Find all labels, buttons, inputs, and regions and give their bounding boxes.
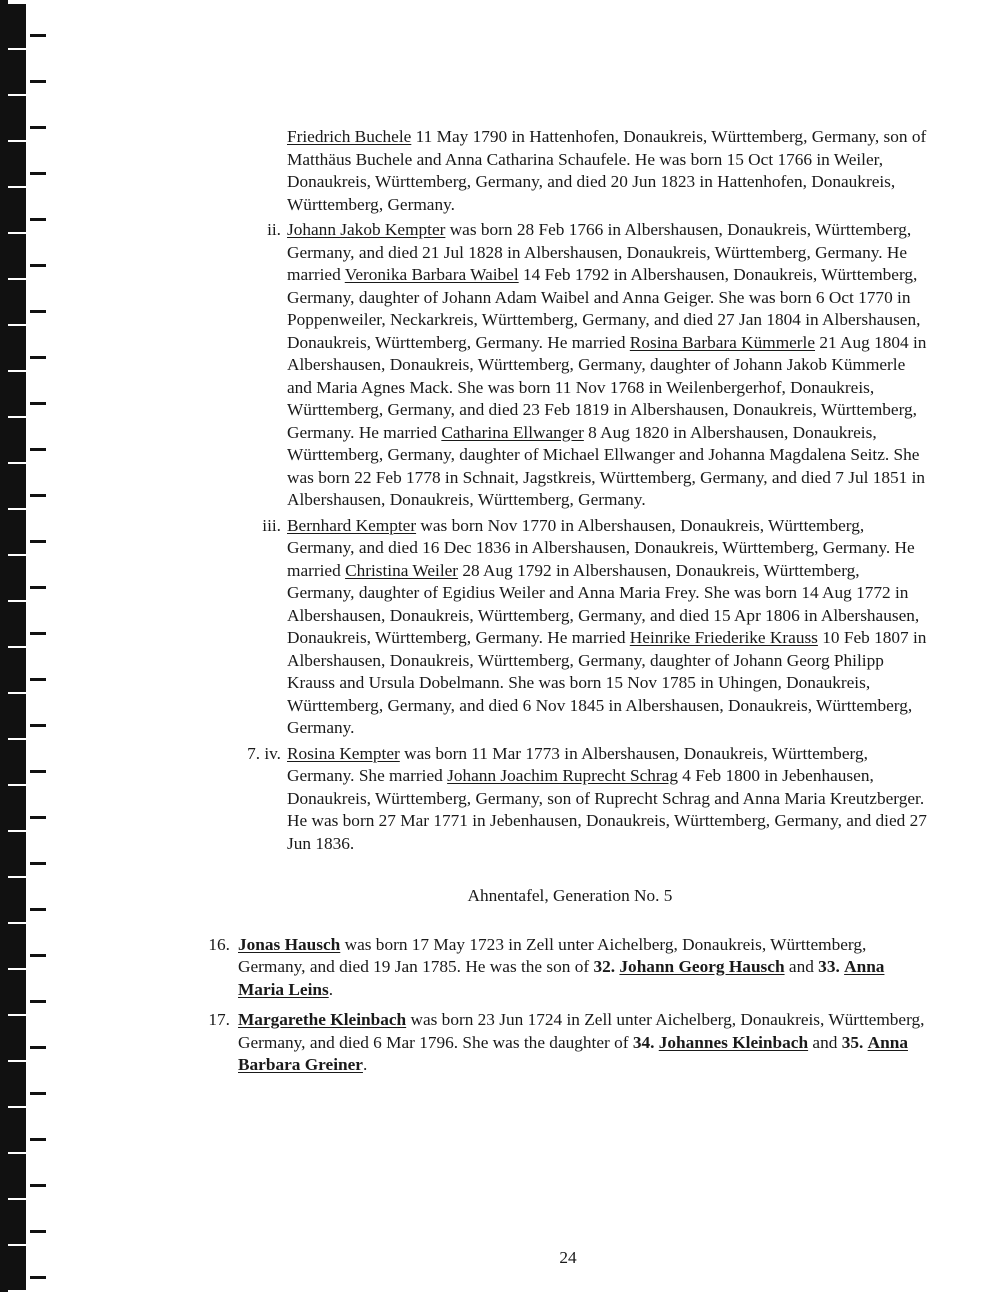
person-name-link: Johann Jakob Kempter [287, 220, 446, 239]
entry-text: was born 11 Mar 1773 in Albershausen, Donaukreis, Württemberg, Germany. She married [287, 743, 868, 785]
binding-tab [0, 96, 26, 140]
binding-tab [0, 510, 26, 554]
ancestor-number: 16. [208, 934, 230, 954]
binding-notch [30, 172, 46, 175]
binding-notch [30, 724, 46, 727]
entry-text: 14 Feb 1792 in Albershausen, Donaukreis, Württemberg, Germany, daughter of Johann Adam Waibel and Anna Geiger. She was born 6 Oct 1770 in Poppenweiler, Neckarkreis, Württemberg, Germany, and died 27 Jan 1804 in Albershausen, Donaukreis, Württemberg, Germany. He married [287, 265, 921, 352]
binding-tab [0, 878, 26, 922]
entry-text: 21 Aug 1804 in Albershausen, Donaukreis, Württemberg, Germany, daughter of Johann Jakob Kümmerle and Maria Agnes Mack. She was born 11 Nov 1768 in Weilenbergerhof, Donaukreis, Württemberg, Germany, and died 23 Feb 1819 in Albershausen, Donaukreis, Württemberg, Germany. He married [287, 332, 927, 442]
binding-notch [30, 264, 46, 267]
ancestor-list [208, 934, 930, 1077]
person-name-link: Christina Weiler [345, 560, 459, 580]
ancestor-entry [208, 934, 930, 1002]
binding-notch [30, 34, 46, 37]
entry-text: 33. [818, 957, 840, 976]
spiral-binding-strip [0, 0, 56, 1292]
binding-tab [0, 1062, 26, 1106]
child-number: iii. [262, 515, 281, 535]
entry-text: 4 Feb 1800 in Jebenhausen, Donaukreis, Württemberg, Germany, son of Ruprecht Schrag and Anna Maria Kreutzberger. He was born 27 Mar 1771 in Jebenhausen, Donaukreis, Württemberg, Germany, and died 27 Jun 1836. [287, 766, 927, 853]
binding-notch [30, 1276, 46, 1279]
binding-notch [30, 494, 46, 497]
binding-tab [0, 142, 26, 186]
entry-text: was born Nov 1770 in Albershausen, Donaukreis, Württemberg, Germany, and died 16 Dec 1836 in Albershausen, Donaukreis, Württemberg, Germany. He married [287, 515, 915, 580]
page-number: 24 [559, 1248, 577, 1267]
ancestor-entry [208, 1009, 930, 1077]
binding-notch [30, 540, 46, 543]
entry-text: was born 17 May 1723 in Zell unter Aichelberg, Donaukreis, Württemberg, Germany, and died 19 Jan 1785. He was the son of [238, 934, 867, 976]
binding-notch [30, 954, 46, 957]
binding-tab [0, 602, 26, 646]
binding-tab [0, 280, 26, 324]
binding-tab [0, 694, 26, 738]
child-entry [230, 219, 930, 512]
binding-notch [30, 126, 46, 129]
binding-notch [30, 402, 46, 405]
person-name-link: Anna Barbara Greiner [238, 1032, 908, 1074]
person-name-link: Veronika Barbara Waibel [344, 265, 519, 284]
binding-notch [30, 1184, 46, 1187]
binding-tab [0, 372, 26, 416]
entry-text: . [362, 1055, 368, 1074]
binding-tab [0, 648, 26, 692]
person-name-link: Anna Maria Leins [238, 957, 885, 999]
entry-text: was born 23 Jun 1724 in Zell unter Aichelberg, Donaukreis, Württemberg, Germany, and died 6 Mar 1796. She was the daughter of [238, 1010, 925, 1052]
binding-tab [0, 832, 26, 876]
binding-tab [0, 924, 26, 968]
entry-text: 28 Aug 1792 in Albershausen, Donaukreis, Württemberg, Germany, daughter of Egidius Weiler and Anna Maria Frey. She was born 14 Aug 1772 in Albershausen, Donaukreis, Württemberg, Germany, and died 15 Apr 1806 in Albershausen, Donaukreis, Württemberg, Germany. He married [287, 560, 920, 647]
binding-tab [0, 740, 26, 784]
binding-tab [0, 50, 26, 94]
entry-text: 32. [593, 957, 616, 976]
binding-tab [0, 1154, 26, 1198]
child-entry [230, 515, 930, 740]
binding-notch [30, 1046, 46, 1049]
binding-tab [0, 188, 26, 232]
entry-text: 34. [632, 1032, 655, 1052]
binding-notch [30, 1138, 46, 1141]
binding-notch [30, 770, 46, 773]
binding-tab [0, 970, 26, 1014]
binding-notch [30, 1230, 46, 1233]
person-name-link: Bernhard Kempter [287, 515, 417, 535]
binding-tab [0, 1016, 26, 1060]
ancestor-number: 17. [208, 1010, 230, 1029]
binding-tab [0, 326, 26, 370]
binding-tab [0, 1200, 26, 1244]
binding-notch [30, 1092, 46, 1095]
binding-notch [30, 80, 46, 83]
person-name-link: Catharina Ellwanger [441, 422, 584, 442]
child-number: ii. [267, 220, 281, 239]
binding-notch [30, 586, 46, 589]
person-name-link: Johann Georg Hausch [619, 957, 785, 976]
child-number: 7. iv. [247, 743, 281, 763]
entry-text: . [328, 979, 334, 999]
entry-text: 8 Aug 1820 in Albershausen, Donaukreis, Württemberg, Germany, daughter of Michael Ellwanger and Johanna Magdalena Seitz. She was born 22 Feb 1778 in Schnait, Jagstkreis, Württemberg, Germany, and died 7 Jul 1851 in Albershausen, Donaukreis, Württemberg, Germany. [287, 422, 926, 509]
child-entry [230, 743, 930, 856]
binding-tab [0, 464, 26, 508]
generation-heading: Ahnentafel, Generation No. 5 [467, 886, 673, 905]
entry-text: 11 May 1790 in Hattenhofen, Donaukreis, Württemberg, Germany, son of Matthäus Buchele and Anna Catharina Schaufele. He was born 15 Oct 1766 in Weiler, Donaukreis, Württemberg, Germany, and died 20 Jun 1823 in Hattenhofen, Donaukreis, Württemberg, Germany. [287, 127, 927, 214]
children-list [230, 126, 930, 855]
person-name-link: Rosina Kempter [287, 743, 400, 763]
binding-tab [0, 234, 26, 278]
binding-tab [0, 556, 26, 600]
binding-notch [30, 310, 46, 313]
entry-text: was born 28 Feb 1766 in Albershausen, Donaukreis, Württemberg, Germany, and died 21 Jul 1828 in Albershausen, Donaukreis, Württemberg, Germany. He married [287, 220, 912, 284]
binding-notch [30, 862, 46, 865]
entry-text: 35. [841, 1032, 864, 1052]
binding-tab [0, 1108, 26, 1152]
binding-notch [30, 632, 46, 635]
binding-notch [30, 1000, 46, 1003]
child-entry [230, 126, 930, 216]
binding-notch [30, 356, 46, 359]
page-body [208, 126, 930, 1085]
binding-notch [30, 678, 46, 681]
binding-notch [30, 816, 46, 819]
person-name-link: Friedrich Buchele [287, 127, 412, 146]
person-name-link: Rosina Barbara Kümmerle [629, 332, 816, 352]
binding-notch [30, 908, 46, 911]
person-name-link: Johannes Kleinbach [658, 1032, 809, 1052]
person-name-link: Jonas Hausch [238, 934, 341, 954]
person-name-link: Johann Joachim Ruprecht Schrag [447, 766, 678, 785]
person-name-link: Heinrike Friederike Krauss [629, 628, 818, 647]
person-name-link: Margarethe Kleinbach [238, 1010, 407, 1029]
binding-notch [30, 218, 46, 221]
entry-text: and [784, 957, 819, 976]
binding-notch [30, 448, 46, 451]
entry-text: and [808, 1032, 842, 1052]
binding-tab [0, 418, 26, 462]
binding-tab [0, 4, 26, 48]
binding-tab [0, 786, 26, 830]
entry-text: 10 Feb 1807 in Albershausen, Donaukreis, Württemberg, Germany, daughter of Johann Georg Philipp Krauss and Ursula Dobelmann. She was born 15 Nov 1785 in Uhingen, Donaukreis, Württemberg, Germany, and died 6 Nov 1845 in Albershausen, Donaukreis, Württemberg, Germany. [287, 628, 927, 737]
